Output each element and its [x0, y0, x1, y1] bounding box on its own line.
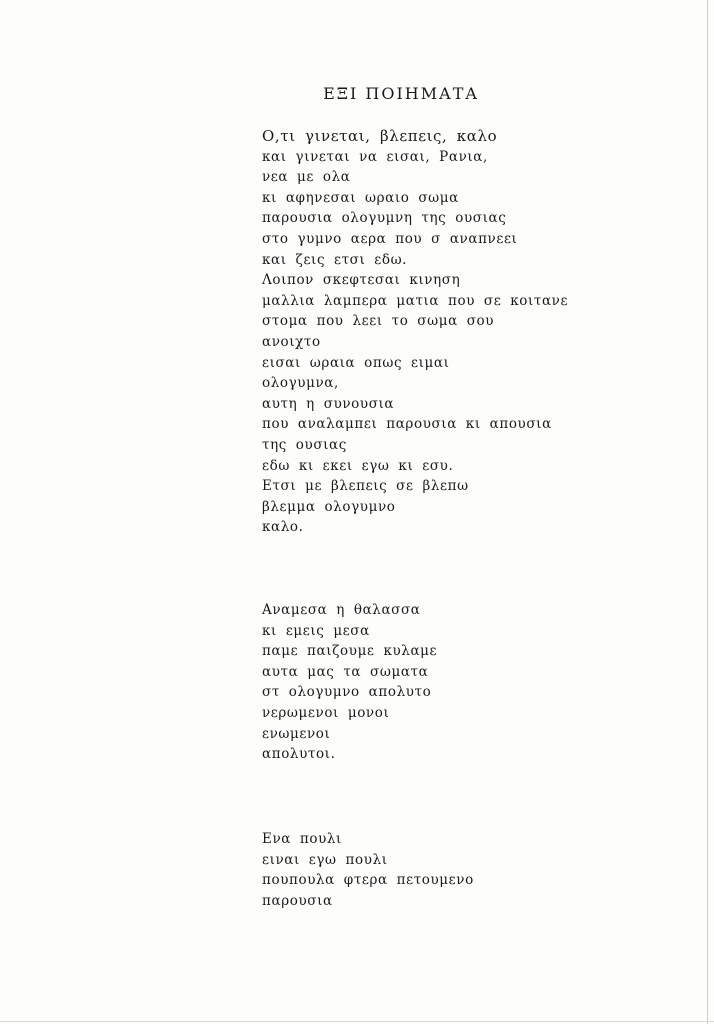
verse-line: βλεμμα ολογυμνο — [262, 498, 396, 515]
verse-line: στο γυμνο αερα που σ αναπνεει — [262, 230, 518, 247]
verse-line: καλο. — [262, 519, 304, 536]
verse-line: ολογυμνα, — [262, 375, 339, 392]
verse-line: κι εμεις μεσα — [262, 622, 370, 639]
verse-line: παρουσια — [262, 892, 333, 909]
verse-line: ειναι εγω πουλι — [262, 851, 388, 868]
verse-line: Ο,τι γινεται, βλεπεις, καλο — [262, 127, 498, 145]
verse-line: στομα που λεει το σωμα σου — [262, 313, 495, 330]
verse-line: κι αφηνεσαι ωραιο σωμα — [262, 189, 459, 206]
poem-collection-title: ΕΞΙ ΠΟΙΗΜΑΤΑ — [323, 84, 479, 103]
verse-line: παμε παιζουμε κυλαμε — [262, 643, 438, 660]
verse-line: ανοιχτο — [262, 333, 321, 350]
verse-line: της ουσιας — [262, 436, 347, 453]
verse-line: εισαι ωραια οπως ειμαι — [262, 354, 450, 371]
verse-line: Ενα πουλι — [262, 831, 342, 847]
verse-line: νεα με ολα — [262, 169, 351, 186]
page-edge-right — [707, 0, 708, 1024]
verse-line: νερωμενοι μονοι — [262, 704, 390, 721]
verse-line: Λοιπον σκεφτεσαι κινηση — [262, 272, 461, 289]
verse-line: εδω κι εκει εγω κι εσυ. — [262, 457, 454, 474]
verse-line: πουπουλα φτερα πετουμενο — [262, 872, 474, 889]
verse-line: αυτα μας τα σωματα — [262, 663, 429, 680]
page-edge-bottom — [0, 1021, 714, 1022]
verse-line: απολυτοι. — [262, 746, 336, 763]
verse-line: και ζεις ετσι εδω. — [262, 251, 408, 268]
poem-3-stanza — [262, 829, 474, 911]
verse-line: ενωμενοι — [262, 725, 331, 742]
verse-line: και γινεται να εισαι, Ρανια, — [262, 148, 488, 165]
verse-line: παρουσια ολογυμνη της ουσιας — [262, 210, 507, 227]
verse-line: στ ολογυμνο απολυτο — [262, 684, 432, 701]
verse-line: που αναλαμπει παρουσια κι απουσια — [262, 416, 552, 433]
verse-line: μαλλια λαμπερα ματια που σε κοιτανε — [262, 292, 569, 309]
poem-2-stanza — [262, 600, 437, 765]
poem-1-stanza — [262, 126, 568, 538]
verse-line: Ετσι με βλεπεις σε βλεπω — [262, 478, 469, 495]
verse-line: αυτη η συνουσια — [262, 395, 395, 412]
verse-line: Αναμεσα η θαλασσα — [262, 602, 421, 618]
